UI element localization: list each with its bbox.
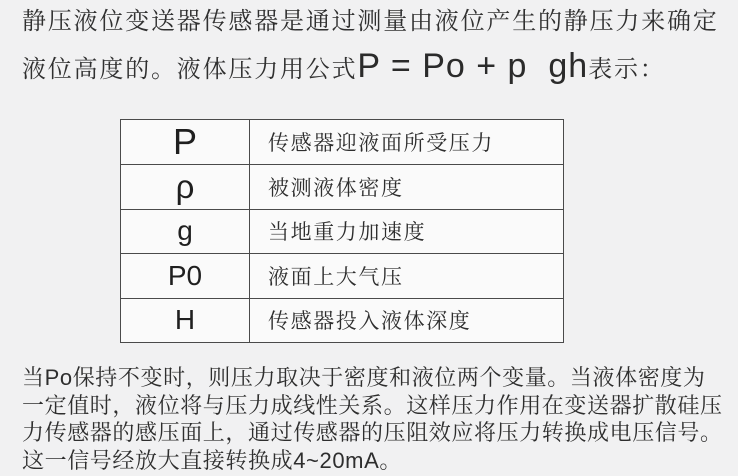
symbol-cell: P0 (121, 254, 250, 299)
table-row (121, 120, 564, 165)
symbol-definition-table (120, 119, 564, 343)
intro-line-2-suffix: 表示： (588, 56, 666, 83)
intro-line-2-prefix: 液位高度的。液体压力用公式 (22, 56, 358, 83)
table-row (121, 254, 564, 299)
footer-line: 这一信号经放大直接转换成4~20mA。 (22, 447, 402, 473)
footer-line: 一定值时，液位将与压力成线性关系。这样压力作用在变送器扩散硅压 (22, 392, 723, 418)
pressure-formula: P = Po + p gh (357, 47, 589, 85)
symbol-cell: P (121, 120, 250, 165)
symbol-cell: ρ (121, 165, 250, 210)
table-row (121, 165, 564, 210)
intro-line-1: 静压液位变送器传感器是通过测量由液位产生的静压力来确定 (22, 8, 719, 35)
table-row (121, 298, 564, 343)
footer-paragraph (22, 364, 728, 474)
intro-line-2 (22, 44, 724, 92)
description-cell: 被测液体密度 (250, 165, 564, 210)
symbol-cell: H (121, 298, 250, 343)
description-cell: 传感器投入液体深度 (250, 298, 564, 343)
footer-line: 力传感器的感压面上，通过传感器的压阻效应将压力转换成电压信号。 (22, 420, 723, 445)
table-row (121, 209, 564, 254)
intro-paragraph (22, 4, 724, 92)
description-cell: 传感器迎液面所受压力 (250, 120, 564, 165)
symbol-cell: g (121, 209, 250, 254)
footer-line: 当Po保持不变时，则压力取决于密度和液位两个变量。当液体密度为 (22, 365, 706, 390)
description-cell: 液面上大气压 (250, 254, 564, 299)
description-cell: 当地重力加速度 (250, 209, 564, 254)
